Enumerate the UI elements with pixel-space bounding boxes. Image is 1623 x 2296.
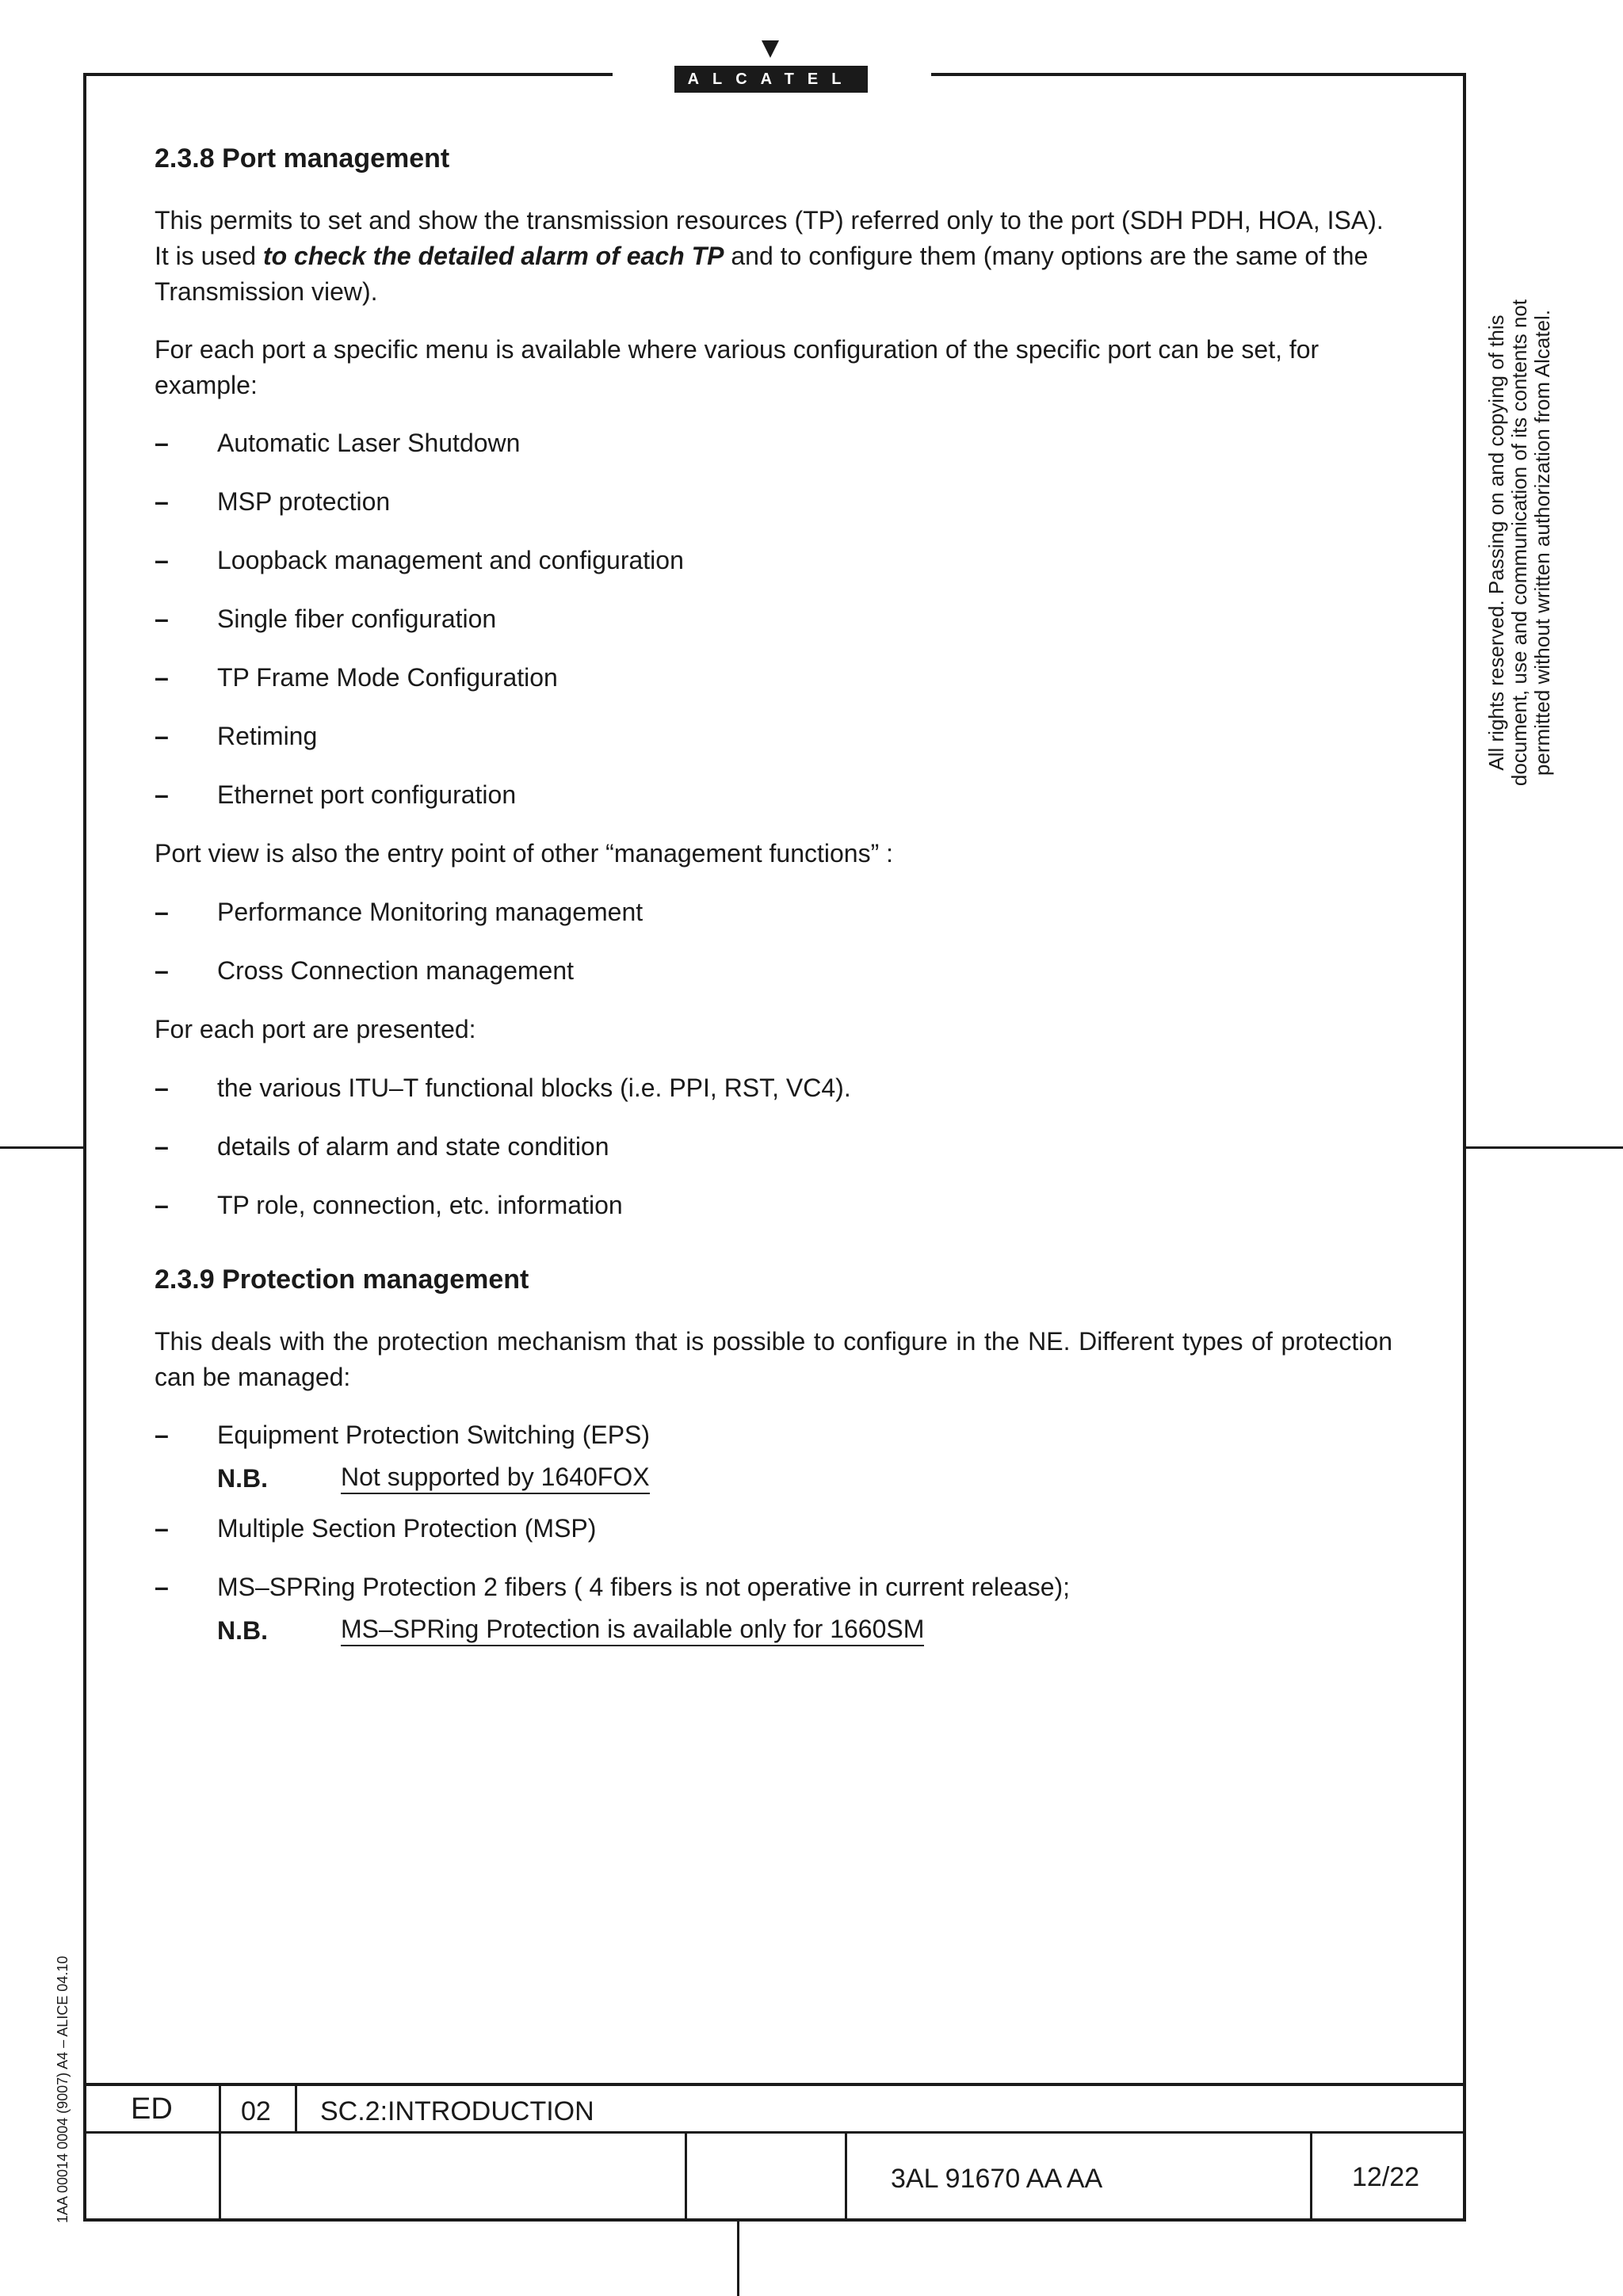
footer-divider	[685, 2131, 687, 2220]
alcatel-logo: ALCATEL	[674, 66, 868, 93]
nb-note	[155, 1461, 1392, 1497]
footer-section-title: SC.2:INTRODUCTION	[320, 2096, 594, 2126]
protection-intro: This deals with the protection mechanism that is possible to configure in the NE. Different types of protection can be managed:	[155, 1327, 1392, 1391]
dash-bullet: –	[155, 429, 169, 457]
nb-note-text: Not supported by 1640FOX	[341, 1461, 650, 1494]
list-item-text: MS–SPRing Protection 2 fibers ( 4 fibers is not operative in current release);	[217, 1573, 1071, 1601]
dash-bullet: –	[155, 780, 169, 809]
list-item-text: details of alarm and state condition	[217, 1132, 609, 1161]
port-intro-1: This permits to set and show the transmission resources (TP) referred only to the port (SDH PDH, HOA, ISA).	[155, 206, 1384, 235]
list-item	[155, 543, 1392, 578]
copyright-note: All rights reserved. Passing on and copying of this document, use and communication of its contents not permitted without written authorization from Alcatel.	[1484, 299, 1554, 787]
port-presented-intro: For each port are presented:	[155, 1015, 476, 1043]
port-menu-list	[155, 425, 1392, 813]
port-menu-intro: For each port a specific menu is available where various configuration of the specific port can be set, for example:	[155, 335, 1319, 399]
port-entry-list	[155, 894, 1392, 989]
dash-bullet: –	[155, 1191, 169, 1219]
port-entry-intro: Port view is also the entry point of other “management functions” :	[155, 839, 894, 868]
list-item-text: Cross Connection management	[217, 956, 575, 985]
list-item-text: TP Frame Mode Configuration	[217, 663, 558, 692]
dash-bullet: –	[155, 1514, 169, 1543]
fold-mark-right	[1466, 1146, 1623, 1149]
dash-bullet: –	[155, 487, 169, 516]
nb-label: N.B.	[217, 1464, 268, 1493]
list-item-text: Single fiber configuration	[217, 605, 497, 633]
footer-divider	[845, 2131, 847, 2220]
form-code: 1AA 00014 0004 (9007) A4 – ALICE 04.10	[55, 1955, 71, 2223]
list-item	[155, 1511, 1392, 1547]
list-item-text: Automatic Laser Shutdown	[217, 429, 521, 457]
list-item	[155, 660, 1392, 696]
logo-triangle-icon	[762, 40, 779, 58]
nb-note-text: MS–SPRing Protection is available only for 1660SM	[341, 1613, 924, 1646]
dash-bullet: –	[155, 1421, 169, 1449]
fold-mark-left	[0, 1146, 83, 1149]
footer-page-number: 12/22	[1352, 2162, 1420, 2192]
dash-bullet: –	[155, 898, 169, 926]
list-item	[155, 1417, 1392, 1453]
footer-ed-label: ED	[131, 2092, 173, 2126]
nb-note	[155, 1613, 1392, 1649]
dash-bullet: –	[155, 722, 169, 750]
list-item	[155, 719, 1392, 754]
list-item-text: TP role, connection, etc. information	[217, 1191, 623, 1219]
footer-doc-number: 3AL 91670 AA AA	[891, 2164, 1103, 2194]
section-heading-protection: 2.3.9 Protection management	[155, 1264, 529, 1295]
list-item-text: Multiple Section Protection (MSP)	[217, 1514, 597, 1543]
list-item-text: Ethernet port configuration	[217, 780, 517, 809]
list-item	[155, 601, 1392, 637]
dash-bullet: –	[155, 663, 169, 692]
list-item-text: Retiming	[217, 722, 318, 750]
frame-left	[83, 73, 86, 2222]
footer-divider	[1310, 2131, 1312, 2220]
frame-top-left	[83, 73, 613, 76]
list-item	[155, 1129, 1392, 1165]
dash-bullet: –	[155, 1573, 169, 1601]
list-item	[155, 777, 1392, 813]
port-intro-2	[155, 238, 1392, 310]
dash-bullet: –	[155, 546, 169, 574]
port-presented-list	[155, 1070, 1392, 1223]
list-item-text: Loopback management and configuration	[217, 546, 684, 574]
dash-bullet: –	[155, 956, 169, 985]
list-item-text: Equipment Protection Switching (EPS)	[217, 1421, 651, 1449]
port-intro-2-emphasis: to check the detailed alarm of each TP	[262, 242, 724, 270]
frame-top-right	[931, 73, 1466, 76]
footer-divider	[295, 2083, 297, 2133]
page-content	[155, 143, 1392, 1649]
dash-bullet: –	[155, 605, 169, 633]
list-item	[155, 894, 1392, 930]
list-item	[155, 1188, 1392, 1223]
footer-top-line	[83, 2083, 1466, 2086]
dash-bullet: –	[155, 1074, 169, 1102]
port-intro-2-prefix: It is used	[155, 242, 263, 270]
list-item	[155, 1070, 1392, 1106]
list-item-text: Performance Monitoring management	[217, 898, 643, 926]
punch-mark-bottom	[737, 2222, 739, 2296]
footer-middle-line	[83, 2131, 1466, 2134]
port-intro-2-suffix: and to configure them (many options are the same of the Transmission view).	[155, 242, 1369, 306]
nb-label: N.B.	[217, 1616, 268, 1645]
list-item	[155, 953, 1392, 989]
list-item	[155, 1569, 1392, 1605]
footer-divider	[219, 2083, 221, 2220]
frame-bottom	[83, 2218, 1466, 2222]
section-heading-port: 2.3.8 Port management	[155, 143, 450, 174]
dash-bullet: –	[155, 1132, 169, 1161]
list-item-text: the various ITU–T functional blocks (i.e. PPI, RST, VC4).	[217, 1074, 851, 1102]
footer-ed-value: 02	[241, 2096, 271, 2126]
list-item-text: MSP protection	[217, 487, 391, 516]
protection-list	[155, 1417, 1392, 1649]
list-item	[155, 425, 1392, 461]
list-item	[155, 484, 1392, 520]
